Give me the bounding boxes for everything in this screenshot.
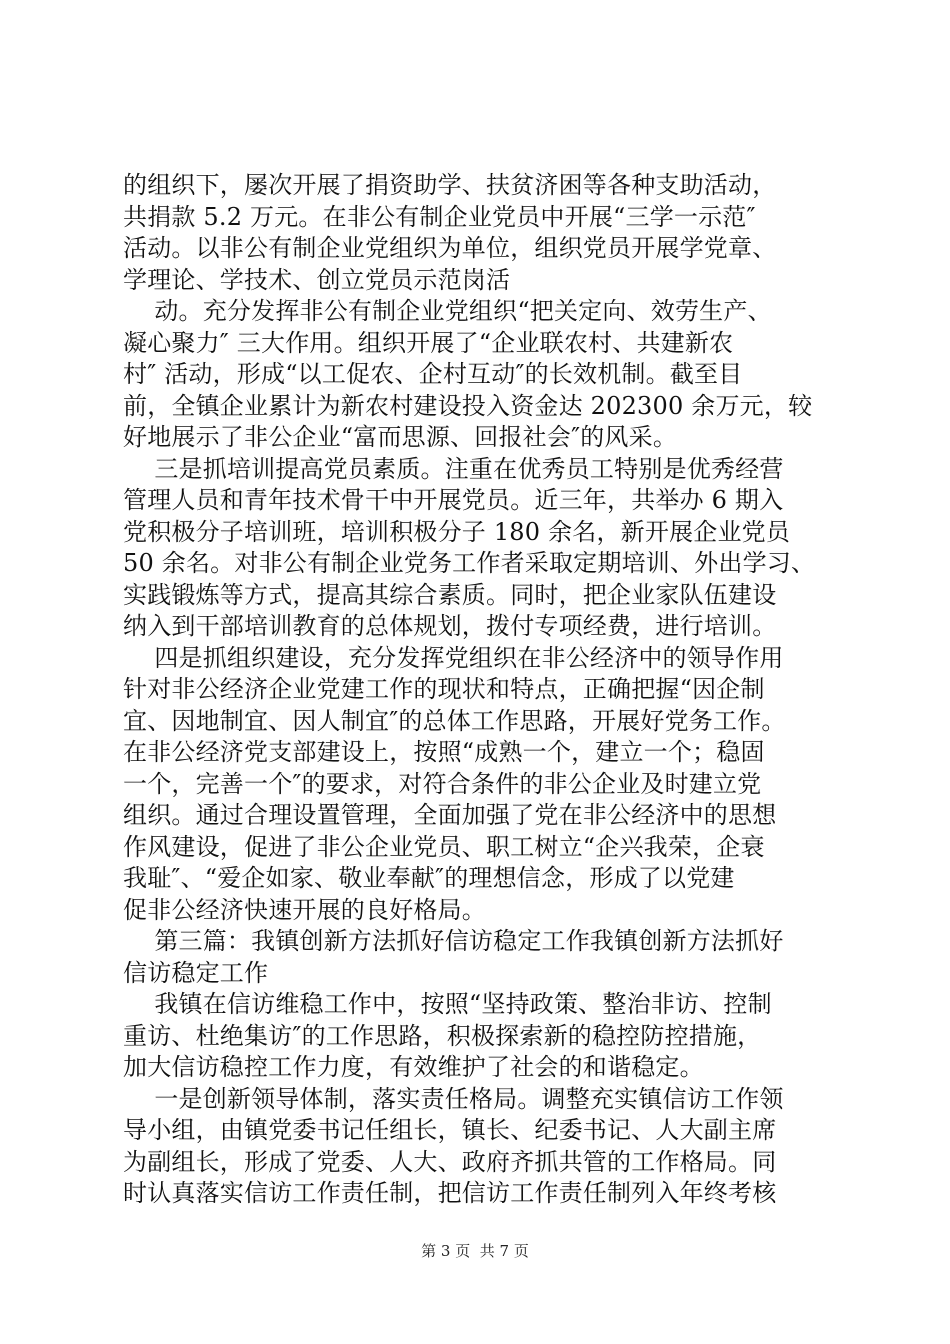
section-heading-line: 第三篇：我镇创新方法抓好信访稳定工作我镇创新方法抓好 [123, 927, 784, 955]
text-line: 学理论、学技术、创立党员示范岗活 [123, 265, 511, 294]
text-line: 三是抓培训提高党员素质。注重在优秀员工特别是优秀经营 [123, 454, 784, 483]
text-line: 一是创新领导体制，落实责任格局。调整充实镇信访工作领 [123, 1084, 784, 1113]
text-line: 组织。通过合理设置管理，全面加强了党在非公经济中的思想 [123, 801, 777, 829]
text-line: 动。充分发挥非公有制企业党组织“把关定向、效劳生产、 [123, 297, 772, 325]
text-line: 的组织下，屡次开展了捐资助学、扶贫济困等各种支助活动， [123, 171, 777, 199]
text-line: 50 余名。对非公有制企业党务工作者采取定期培训、外出学习、 [123, 549, 816, 577]
text-line: 实践锻炼等方式，提高其综合素质。同时，把企业家队伍建设 [123, 580, 777, 609]
text-line: 导小组，由镇党委书记任组长，镇长、纪委书记、人大副主席 [123, 1116, 777, 1144]
text-line: 加大信访稳控工作力度，有效维护了社会的和谐稳定。 [123, 1053, 704, 1081]
text-line: 村″ 活动，形成“以工促农、企村互动″的长效机制。截至目 [123, 360, 743, 388]
text-line: 促非公经济快速开展的良好格局。 [123, 895, 486, 924]
text-line: 我镇在信访维稳工作中，按照“坚持政策、整治非访、控制 [123, 990, 772, 1018]
section-heading-line: 信访稳定工作 [123, 958, 269, 987]
text-line: 我耻″、“爱企如家、敬业奉献″的理想信念，形成了以党建 [123, 864, 735, 892]
text-line: 前，全镇企业累计为新农村建设投入资金达 202300 余万元，较 [123, 391, 813, 420]
page-number-footer: 第 3 页 共 7 页 [421, 1242, 529, 1260]
text-line: 在非公经济党支部建设上，按照“成熟一个，建立一个；稳固 [123, 738, 765, 766]
text-line: 宜、因地制宜、因人制宜″的总体工作思路，开展好党务工作。 [123, 706, 786, 735]
text-line: 好地展示了非公企业“富而思源、回报社会″的风采。 [123, 423, 678, 451]
text-line: 重访、杜绝集访″的工作思路，积极探索新的稳控防控措施， [123, 1021, 762, 1050]
text-line: 共捐款 5.2 万元。在非公有制企业党员中开展“三学一示范″ [123, 202, 756, 231]
text-line: 作风建设，促进了非公企业党员、职工树立“企兴我荣，企衰 [123, 832, 765, 861]
text-line: 纳入到干部培训教育的总体规划，拨付专项经费，进行培训。 [123, 612, 777, 640]
text-line: 为副组长，形成了党委、人大、政府齐抓共管的工作格局。同 [123, 1147, 777, 1176]
text-line: 针对非公经济企业党建工作的现状和特点，正确把握“因企制 [123, 675, 765, 703]
text-line: 一个，完善一个″的要求，对符合条件的非公企业及时建立党 [123, 769, 762, 798]
document-body [123, 170, 853, 1210]
text-line: 时认真落实信访工作责任制，把信访工作责任制列入年终考核 [123, 1179, 777, 1207]
text-line: 四是抓组织建设，充分发挥党组织在非公经济中的领导作用 [123, 643, 784, 672]
text-line: 党积极分子培训班，培训积极分子 180 余名，新开展企业党员 [123, 517, 791, 546]
text-line: 管理人员和青年技术骨干中开展党员。近三年，共举办 6 期入 [123, 486, 784, 514]
text-line: 活动。以非公有制企业党组织为单位，组织党员开展学党章、 [123, 234, 777, 262]
text-line: 凝心聚力″ 三大作用。组织开展了“企业联农村、共建新农 [123, 328, 734, 357]
